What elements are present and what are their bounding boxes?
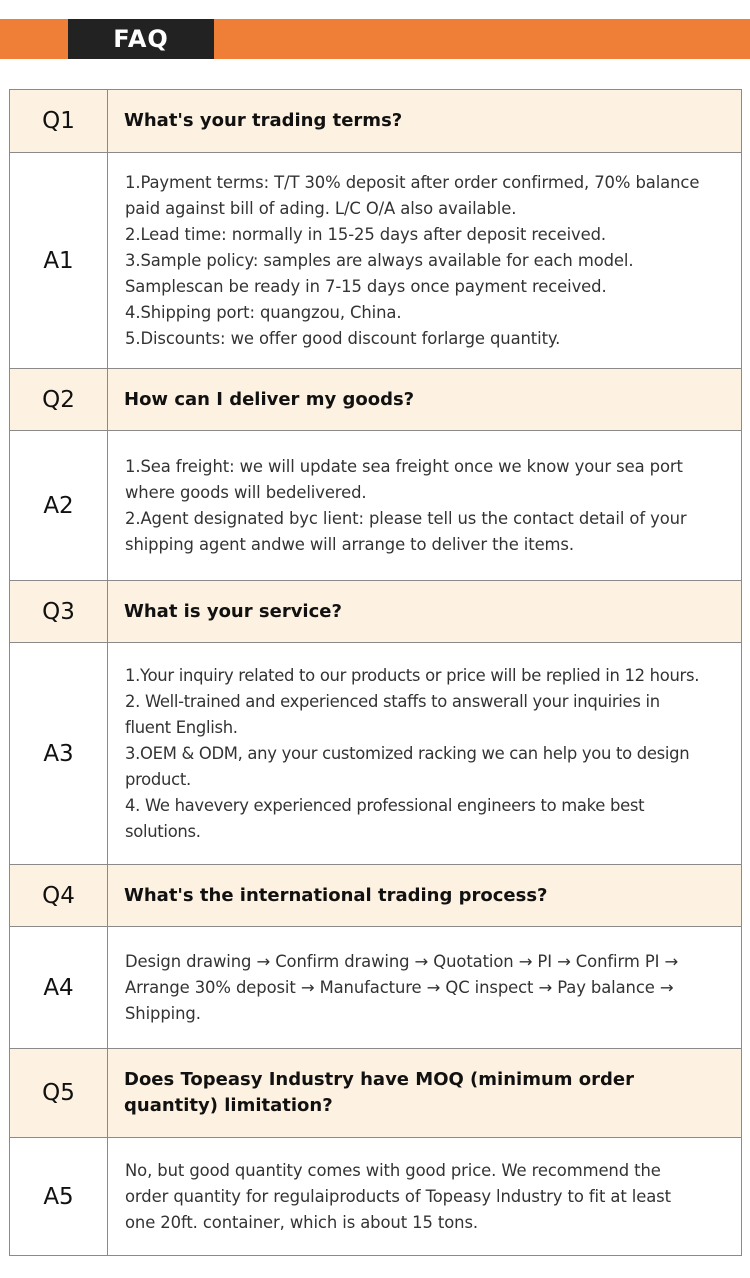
answer-line: Arrange 30% deposit → Manufacture → QC inspect → Pay balance → xyxy=(125,977,674,997)
answer-line: 2. Well-trained and experienced staffs to answerall your inquiries in xyxy=(125,691,660,711)
question-line: Does Topeasy Industry have MOQ (minimum order xyxy=(124,1069,635,1090)
answer-line: 1.Payment terms: T/T 30% deposit after order confirmed, 70% balance xyxy=(125,172,700,192)
answer-line: product. xyxy=(125,769,191,789)
answer-row-1 xyxy=(10,153,742,369)
answer-row-2 xyxy=(10,431,742,581)
answer-line: paid against bill of ading. L/C O/A also available. xyxy=(125,198,517,218)
question-row-5 xyxy=(10,1049,742,1138)
question-label: Q2 xyxy=(10,369,108,431)
question-label: Q3 xyxy=(10,581,108,643)
question-text xyxy=(108,1049,742,1138)
answer-line: order quantity for regulaiproducts of Topeasy lndustry to fit at least xyxy=(125,1186,671,1206)
answer-line: 1.Sea freight: we will update sea freight once we know your sea port xyxy=(125,456,683,476)
answer-line: 2.Agent designated byc lient: please tell us the contact detail of your xyxy=(125,508,687,528)
question-text: How can I deliver my goods? xyxy=(108,369,742,431)
answer-row-5 xyxy=(10,1138,742,1256)
question-row-4 xyxy=(10,865,742,927)
answer-text xyxy=(108,1138,742,1256)
answer-line: shipping agent andwe will arrange to deliver the items. xyxy=(125,534,574,554)
question-text: What's the international trading process? xyxy=(108,865,742,927)
answer-text xyxy=(108,153,742,369)
answer-line: where goods will bedelivered. xyxy=(125,482,367,502)
answer-label: A3 xyxy=(10,643,108,865)
answer-line: 1.Your inquiry related to our products or price will be replied in 12 hours. xyxy=(125,665,700,685)
answer-line: 2.Lead time: normally in 15-25 days after deposit received. xyxy=(125,224,607,244)
answer-line: No, but good quantity comes with good price. We recommend the xyxy=(125,1160,661,1180)
answer-text xyxy=(108,431,742,581)
answer-label: A4 xyxy=(10,927,108,1049)
question-label: Q4 xyxy=(10,865,108,927)
answer-line: Design drawing → Confirm drawing → Quotation → PI → Confirm PI → xyxy=(125,951,679,971)
question-row-1 xyxy=(10,90,742,153)
answer-line: 4.Shipping port: quangzou, China. xyxy=(125,302,402,322)
answer-line: 3.Sample policy: samples are always available for each model. xyxy=(125,250,634,270)
answer-text xyxy=(108,927,742,1049)
faq-title: FAQ xyxy=(68,19,214,59)
question-row-2 xyxy=(10,369,742,431)
faq-banner xyxy=(0,19,750,59)
question-label: Q1 xyxy=(10,90,108,153)
question-text: What is your service? xyxy=(108,581,742,643)
answer-row-4 xyxy=(10,927,742,1049)
question-label: Q5 xyxy=(10,1049,108,1138)
answer-text xyxy=(108,643,742,865)
answer-line: solutions. xyxy=(125,821,201,841)
answer-line: 5.Discounts: we offer good discount forlarge quantity. xyxy=(125,328,561,348)
answer-label: A5 xyxy=(10,1138,108,1256)
answer-row-3 xyxy=(10,643,742,865)
question-line: quantity) limitation? xyxy=(124,1095,333,1116)
faq-table xyxy=(9,89,742,1256)
question-row-3 xyxy=(10,581,742,643)
answer-label: A2 xyxy=(10,431,108,581)
answer-line: one 20ft. container, which is about 15 tons. xyxy=(125,1212,479,1232)
answer-label: A1 xyxy=(10,153,108,369)
answer-line: Shipping. xyxy=(125,1003,201,1023)
answer-line: 4. We havevery experienced professional engineers to make best xyxy=(125,795,645,815)
answer-line: Samplescan be ready in 7-15 days once payment received. xyxy=(125,276,607,296)
answer-line: 3.OEM & ODM, any your customized racking we can help you to design xyxy=(125,743,690,763)
answer-line: fluent English. xyxy=(125,717,238,737)
question-text: What's your trading terms? xyxy=(108,90,742,153)
